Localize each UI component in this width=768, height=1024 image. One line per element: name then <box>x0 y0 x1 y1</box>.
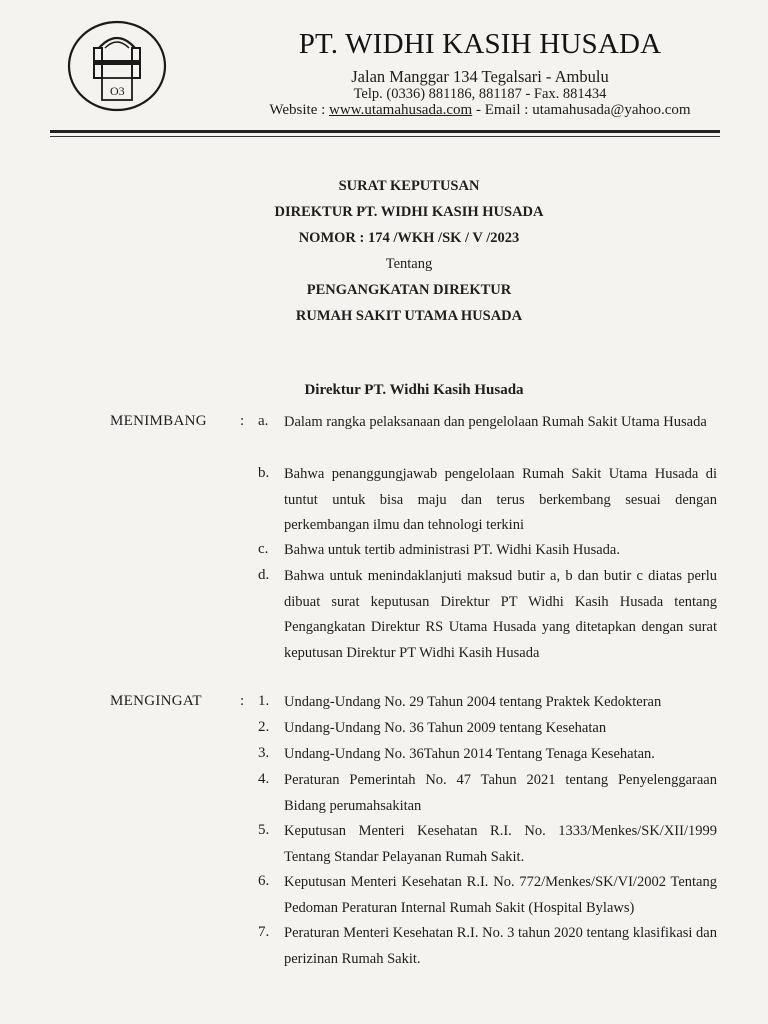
decree-about-label: Tentang <box>385 256 433 272</box>
list-marker: 2. <box>258 719 270 735</box>
letterhead-divider-thin <box>50 136 720 137</box>
decree-title: SURAT KEPUTUSAN <box>338 178 480 194</box>
list-marker: 1. <box>258 693 270 709</box>
website-link[interactable]: www.utamahusada.com <box>329 102 473 118</box>
menimbang-item: Bahwa untuk tertib administrasi PT. Widhi Kasih Husada. <box>284 542 620 558</box>
decree-subject-line2: RUMAH SAKIT UTAMA HUSADA <box>295 308 523 324</box>
list-marker: a. <box>258 413 269 429</box>
list-marker: 3. <box>258 745 270 761</box>
list-marker: 6. <box>258 873 270 889</box>
mengingat-item: Peraturan Menteri Kesehatan R.I. No. 3 tahun 2020 tentang klasifikasi dan perizinan Rumah Sakit. <box>284 925 717 967</box>
director-heading: Direktur PT. Widhi Kasih Husada <box>304 382 524 398</box>
mengingat-item: Keputusan Menteri Kesehatan R.I. No. 772/Menkes/SK/VI/2002 Tentang Pedoman Peraturan Internal Rumah Sakit (Hospital Bylaws) <box>284 874 717 916</box>
mengingat-label: MENGINGAT <box>110 693 202 709</box>
menimbang-label: MENIMBANG <box>110 413 207 429</box>
list-marker: 7. <box>258 924 270 940</box>
list-marker: b. <box>258 465 270 481</box>
company-name: PT. WIDHI KASIH HUSADA <box>298 28 662 60</box>
website-prefix: Website : <box>269 102 330 118</box>
decree-issuer: DIREKTUR PT. WIDHI KASIH HUSADA <box>274 204 544 220</box>
logo-text: O3 <box>110 84 125 98</box>
company-address: Jalan Manggar 134 Tegalsari - Ambulu <box>351 67 609 86</box>
list-marker: 4. <box>258 771 270 787</box>
email-prefix: - Email : <box>472 102 533 118</box>
email-link[interactable]: utamahusada@yahoo.com <box>532 102 691 118</box>
company-contacts <box>230 102 730 119</box>
menimbang-colon: : <box>240 413 245 429</box>
list-marker: c. <box>258 541 269 557</box>
menimbang-item: Bahwa untuk menindaklanjuti maksud butir a, b dan butir c diatas perlu dibuat surat keputusan Direktur PT Widhi Kasih Husada tentang Pengangkatan Direktur RS Utama Husada yang ditetapkan dengan surat keputusan Direktur PT Widhi Kasih Husada <box>284 568 717 661</box>
mengingat-item: Undang-Undang No. 36Tahun 2014 Tentang Tenaga Kesehatan. <box>284 746 655 762</box>
mengingat-item: Keputusan Menteri Kesehatan R.I. No. 1333/Menkes/SK/XII/1999 Tentang Standar Pelayanan Rumah Sakit. <box>284 823 717 865</box>
list-marker: 5. <box>258 822 270 838</box>
menimbang-item: Bahwa penanggungjawab pengelolaan Rumah Sakit Utama Husada di tuntut untuk bisa maju dan terus berkembang sesuai dengan perkembangan ilmu dan tehnologi terkini <box>284 466 717 533</box>
letterhead-divider <box>50 130 720 133</box>
list-marker: d. <box>258 567 270 583</box>
mengingat-item: Undang-Undang No. 36 Tahun 2009 tentang Kesehatan <box>284 720 607 736</box>
menimbang-item: Dalam rangka pelaksanaan dan pengelolaan Rumah Sakit Utama Husada <box>284 414 707 430</box>
mengingat-colon: : <box>240 693 245 709</box>
company-phone: Telp. (0336) 881186, 881187 - Fax. 881434 <box>353 86 607 102</box>
company-logo <box>67 20 167 112</box>
mengingat-item: Undang-Undang No. 29 Tahun 2004 tentang Praktek Kedokteran <box>284 694 662 710</box>
decree-subject-line1: PENGANGKATAN DIREKTUR <box>306 282 512 298</box>
decree-number: NOMOR : 174 /WKH /SK / V /2023 <box>298 230 520 246</box>
mengingat-item: Peraturan Pemerintah No. 47 Tahun 2021 tentang Penyelenggaraan Bidang perumahsakitan <box>284 772 717 814</box>
